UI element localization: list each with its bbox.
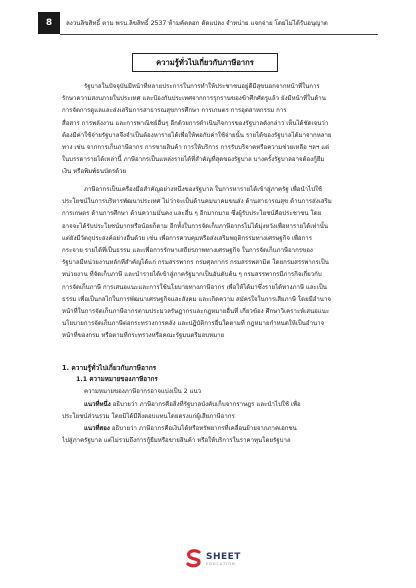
- paragraph-line: หน้าที่ในการจัดเก็บภาษีอากรตามประมวลรัษฎากรและกฎหมายอื่นที่ เกี่ยวข้อง ศึกษาวิเคราะห์เสนอแนะ: [62, 308, 330, 316]
- approach-one-text: อธิบายว่า ภาษีอากรคือสิ่งที่รัฐบาลบังคับเก็บจากราษฎร และนำไปใช้ เพื่อ: [110, 400, 301, 408]
- page-number: 8: [38, 12, 60, 34]
- paragraph-line: การเกษตร ด้านการศึกษา ด้านความมั่นคง และอื่น ๆ อีกมากมาย ซึ่งผู้รับประโยชน์คือประชาชน โดย: [62, 210, 322, 218]
- approach-two-line: [62, 423, 362, 435]
- paragraph-line: ในบรรดารายได้เหล่านี้ ภาษีอากรเป็นแหล่งรายได้ที่สำคัญที่สุดของรัฐบาล บางครั้งรัฐบาลอาจต้องกู้ยืม: [62, 156, 325, 164]
- paragraph-line: แต่ยังมีวัตถุประสงค์อย่างอื่นด้วย เช่น เพื่อการควบคุมหรือส่งเสริมพฤติกรรมทางเศรษฐกิจ เพื่อการ: [62, 234, 312, 242]
- paragraph-line: รัฐบาลในปัจจุบันมีหน้าที่หลายประการในการทำให้ประชาชนอยู่ดีมีสุขนอกจากหน้าที่ในการ: [84, 83, 320, 90]
- paragraph-line: รักษาความสงบภายในประเทศ และป้องกันประเทศจากการรุกรานของข้าศึกศัตรูแล้ว ยังมีหน้าที่ในด้าน: [62, 95, 326, 103]
- paragraph-line: การจัดเก็บภาษี การเสนอแนะและการใช้นโยบายทางภาษีอากร เพื่อให้ได้มาซึ่งรายได้ทางภาษี และเป็น: [62, 283, 327, 291]
- approach-two-text: อธิบายว่า ภาษีอากรคือเงินได้หรือทรัพยากรที่เคลื่อนย้ายจากภาคเอกชน: [109, 425, 297, 433]
- paragraph-intro: [62, 81, 362, 179]
- paragraph-line: เงิน หรือพิมพ์ธนบัตรด้วย: [62, 168, 127, 176]
- paragraph-line: ภาษีอากรเป็นเครื่องมือสำคัญอย่างหนึ่งของรัฐบาล ในการหารายได้เข้าสู่ภาครัฐ เพื่อนำไปใช้: [84, 186, 323, 193]
- definition-section: [62, 362, 362, 447]
- paragraph-line: ประโยชน์ในการบริหารพัฒนาประเทศ ไม่ว่าจะเป็นด้านคมนาคมขนส่ง ด้านสาธารณสุข ด้านการส่งเสริม: [62, 198, 332, 206]
- paragraph-line: รัฐบาลมีหน่วยงานหลักที่สำคัญได้แก่ กรมสรรพากร กรมศุลกากร กรมสรรพสามิต โดยกรมสรรพากรเป็น: [62, 259, 329, 267]
- approach-one-continuation: ประโยชน์ส่วนรวม โดยมิได้มีสิ่งตอบแทนโดยตรงแก่ผู้เสียภาษีอากร: [62, 412, 235, 420]
- paragraph-line: การจัดการดูแลและส่งเสริมการสาธารณสุขการศึกษา การเกษตร การอุตสาหกรรม การ: [62, 107, 287, 115]
- sheet-logo-icon: [186, 549, 202, 569]
- paragraph-line: หน่วยงาน ที่จัดเก็บภาษี และนำรายได้เข้าสู่ภาครัฐมากเป็นอันดับต้น ๆ กรมสรรพากรมีภารกิจเกี่ยวกับ: [62, 271, 322, 279]
- section-title-box: [132, 53, 278, 72]
- heading-1: 1. ความรู้ทั่วไปเกี่ยวกับภาษีอากร: [62, 364, 157, 372]
- copyright-notice: ลงวนลิขสิทธิ์ ตาม พรบ.ลิขสิทธิ์ 2537 ห้ามคัดลอก ตัดแปลง จำหน่าย แจกจ่าย โดยไม่ได้รับอนุญาต: [60, 12, 378, 35]
- paragraph-line: นโยบายการจัดเก็บภาษีต่อกระทรวงการคลัง และปฏิบัติการอื่นใดตามที่ กฎหมายกำหนดให้เป็นอำนาจ: [62, 320, 325, 328]
- paragraph-tax-role: [62, 184, 362, 343]
- approach-two-label: แนวที่สอง: [84, 425, 110, 433]
- heading-1-1: 1.1 ความหมายของภาษีอากร: [76, 376, 158, 384]
- paragraph-line: ต้องมีค่าใช้จ่ายรัฐบาลจึงจำเป็นต้องหารายได้เพื่อให้พอกับค่าใช้จ่ายนั้น รายได้ของรัฐบาลได้มาจากหลาย: [62, 131, 332, 139]
- running-header: [38, 12, 378, 34]
- approach-two-continuation: ไปสู่ภาครัฐบาล แต่ไม่รวมถึงการกู้ยืมหรือขายสินค้า หรือให้บริการในราคาทุนโดยรัฐบาล: [62, 437, 291, 445]
- paragraph-line: หน้าที่ของกรม หรือตามที่กระทรวงหรือคณะรัฐมนตรีมอบหมาย: [62, 332, 225, 340]
- publisher-logo: [186, 548, 241, 570]
- paragraph-line: กระจาย รายได้ที่เป็นธรรม และเพื่อการรักษาเสถียรภาพทางเศรษฐกิจ ในการจัดเก็บภาษีอากรของ: [62, 247, 313, 255]
- paragraph-line: สื่อสาร การพลังงาน และการพาณิชย์อื่นๆ อีกด้วยการดำเนินกิจการของรัฐบาลดังกล่าว เห็นได้ชัดเจนว่า: [62, 119, 329, 127]
- paragraph-line: ธรรม เพื่อเป็นกลไกในการพัฒนาเศรษฐกิจและสังคม และเกิดความ สมัครใจในการเสียภาษี โดยมีอำนาจ: [62, 295, 331, 303]
- paragraph-line: ทาง เช่น จากการเก็บภาษีอากร การขายสินค้า การให้บริการ การรับบริจาคหรือความช่วยเหลือ ฯลฯ แต่: [62, 144, 330, 152]
- paragraph-line: อาจจะได้รับประโยชน์มากหรือน้อยก็ตาม อีกทั้งในการจัดเก็บภาษีอากรไม่ได้มุ่งหวังเพื่อหารายได้เท่านั้น: [62, 222, 329, 230]
- definition-intro: ความหมายของภาษีอากรอาจแบ่งเป็น 2 แนว: [84, 388, 202, 396]
- logo-wordmark: SHEET: [206, 551, 241, 562]
- approach-one-label: แนวที่หนึ่ง: [84, 400, 111, 408]
- approach-one-line: [62, 399, 362, 411]
- section-title: ความรู้ทั่วไปเกี่ยวกับภาษีอากร: [156, 57, 254, 67]
- logo-subtext: EDUCATION: [206, 561, 236, 566]
